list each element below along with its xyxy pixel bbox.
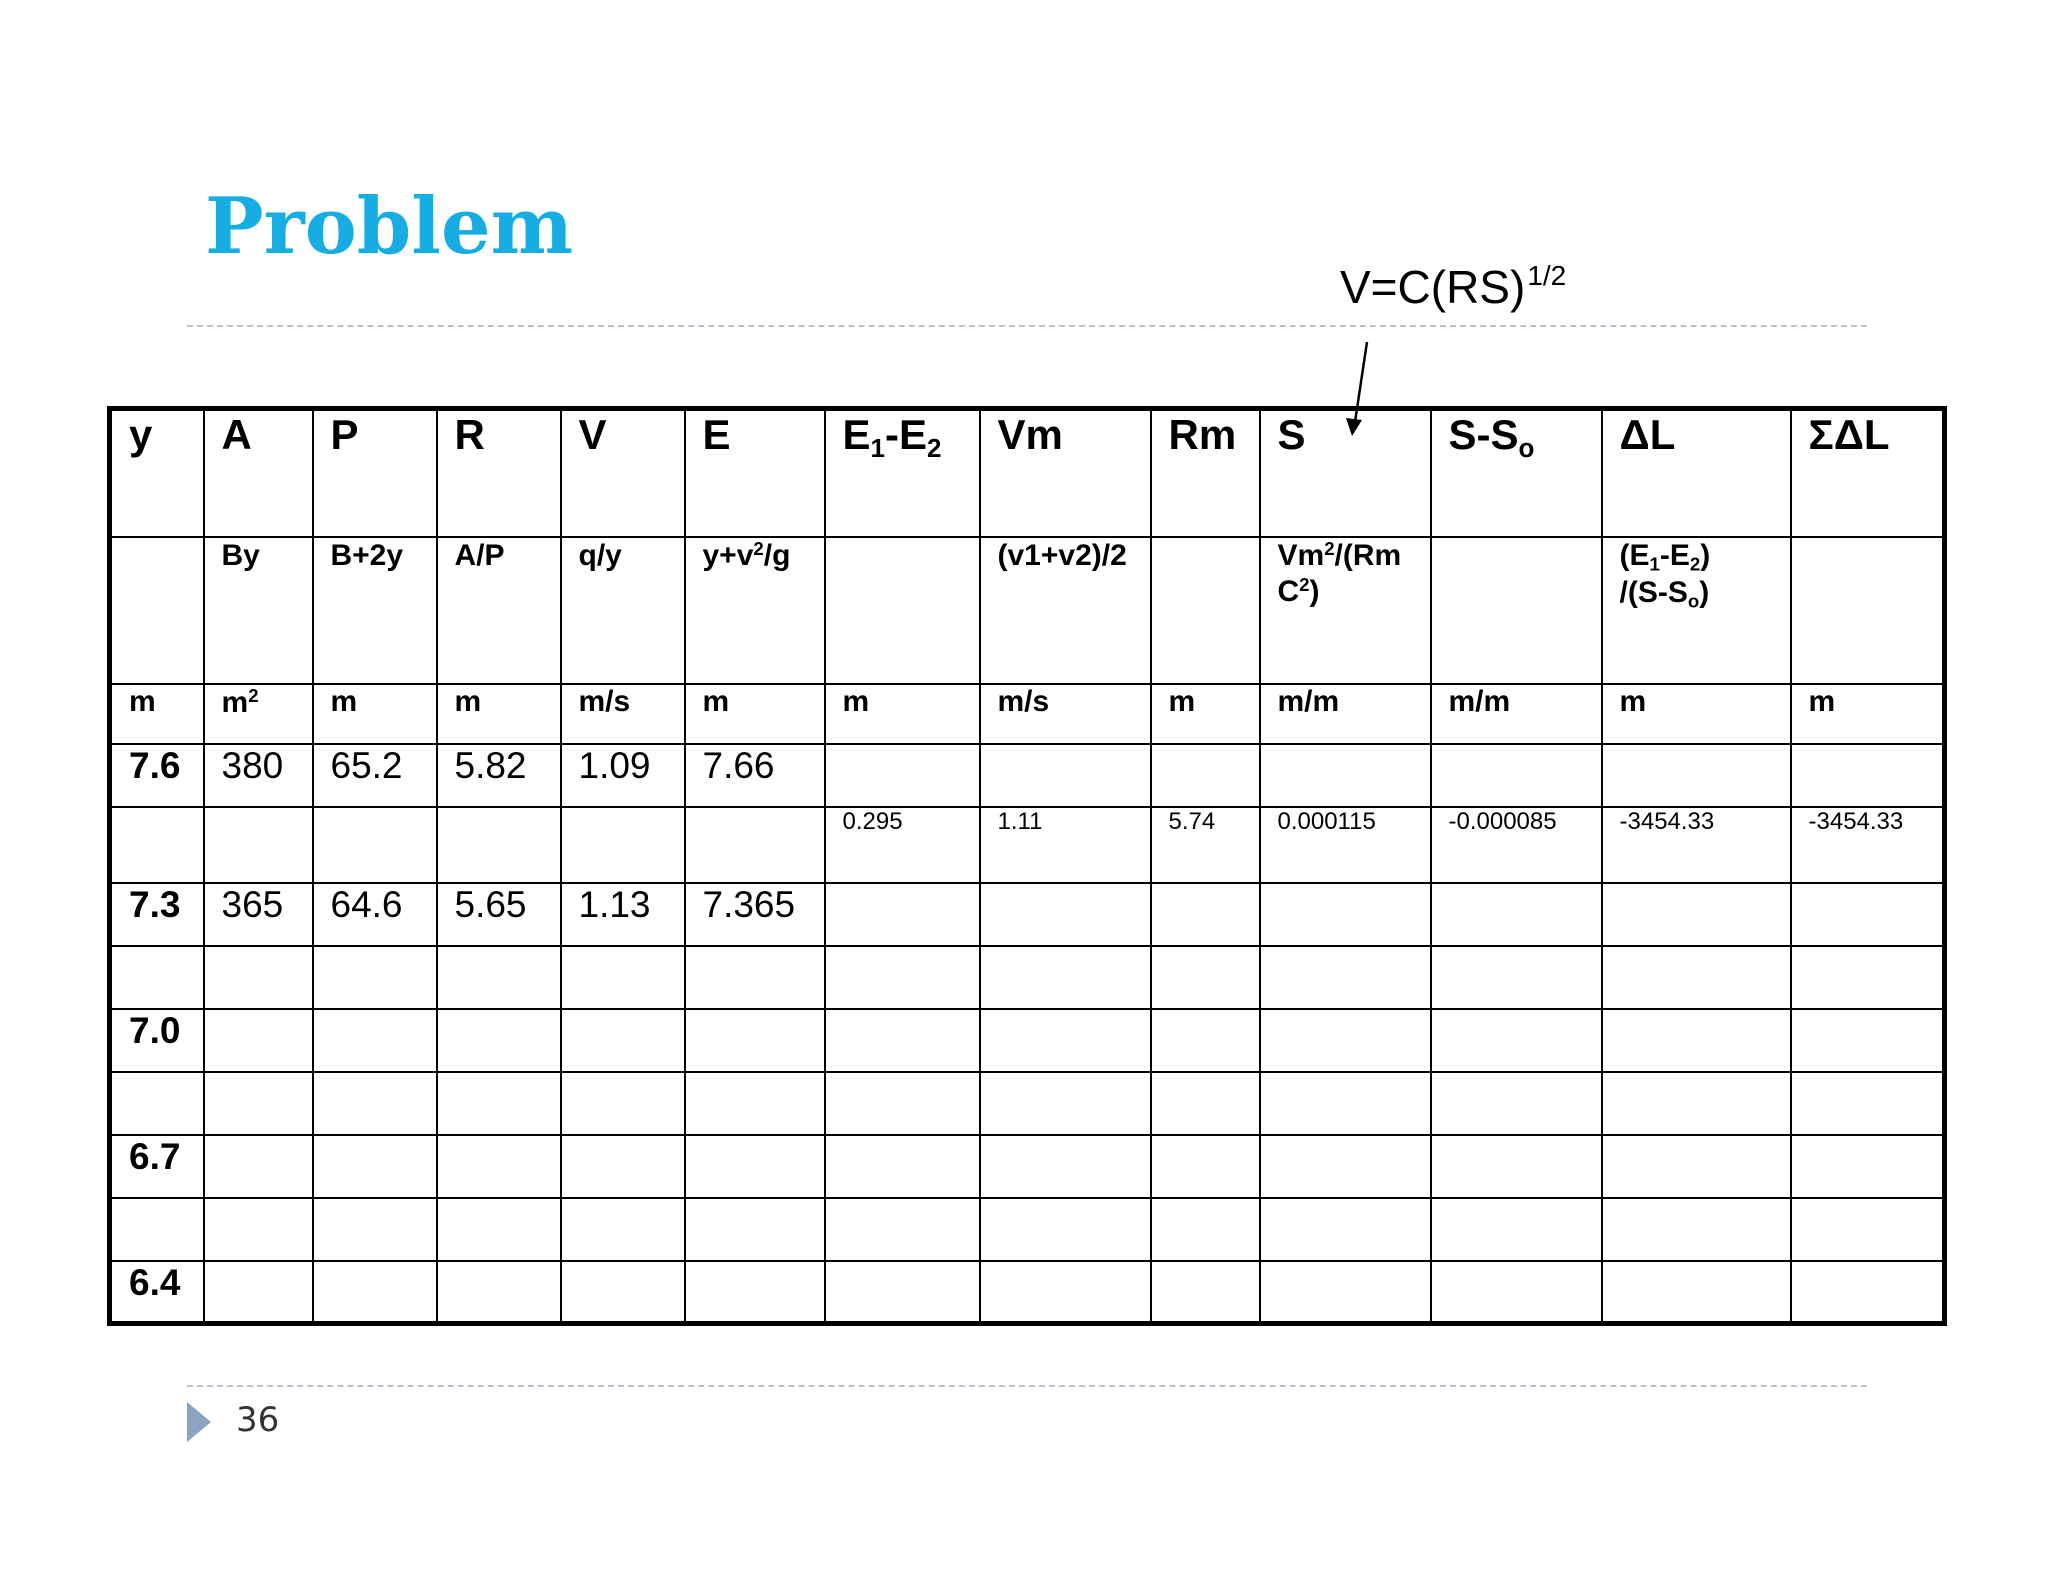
- header-p: P: [313, 409, 437, 537]
- cell-rm: 5.74: [1151, 807, 1260, 883]
- cell-sum-delta-l: -3454.33: [1791, 807, 1945, 883]
- cell-delta-l: -3454.33: [1602, 807, 1791, 883]
- header-r: R: [437, 409, 561, 537]
- top-divider: [187, 325, 1867, 327]
- cell-y: [110, 807, 204, 883]
- unit-rm: m: [1151, 684, 1260, 744]
- table-row: [110, 807, 1945, 883]
- slide-title: Problem: [205, 181, 574, 272]
- header-s: S: [1260, 409, 1431, 537]
- formula-delta-l: $(E_1-E_2)$ $/(S-S_o)$: [1602, 537, 1791, 684]
- unit-delta-l: m: [1602, 684, 1791, 744]
- cell-delta-l: [1602, 883, 1791, 946]
- cell-s-so: [1431, 883, 1602, 946]
- cell-s: [1260, 744, 1431, 807]
- cell-p: [313, 807, 437, 883]
- cell-vm: [980, 744, 1151, 807]
- formula-y: [110, 537, 204, 684]
- table-row: [110, 1009, 1945, 1072]
- formula-exponent: 1/2: [1527, 260, 1567, 291]
- header-a: A: [204, 409, 313, 537]
- header-delta-l: ΔL: [1602, 409, 1791, 537]
- formula-p: B+2y: [313, 537, 437, 684]
- cell-y: 7.3: [110, 883, 204, 946]
- cell-y: 7.6: [110, 744, 204, 807]
- cell-y: 6.4: [110, 1261, 204, 1324]
- formula-r: A/P: [437, 537, 561, 684]
- cell-e1-e2: 0.295: [825, 807, 980, 883]
- header-e1-e2: $E_1-E_2$: [825, 409, 980, 537]
- formula-e1-e2: [825, 537, 980, 684]
- cell-y: 6.7: [110, 1135, 204, 1198]
- unit-vm: m/s: [980, 684, 1151, 744]
- cell-vm: [980, 883, 1151, 946]
- table-row: [110, 946, 1945, 1009]
- cell-rm: [1151, 883, 1260, 946]
- units-row: [110, 684, 1945, 744]
- unit-a: $m^2$: [204, 684, 313, 744]
- bottom-divider: [187, 1385, 1867, 1387]
- cell-s-so: -0.000085: [1431, 807, 1602, 883]
- cell-r: 5.65: [437, 883, 561, 946]
- cell-a: 365: [204, 883, 313, 946]
- cell-rm: [1151, 744, 1260, 807]
- cell-delta-l: [1602, 744, 1791, 807]
- cell-a: 380: [204, 744, 313, 807]
- formula-vm: (v1+v2)/2: [980, 537, 1151, 684]
- header-rm: Rm: [1151, 409, 1260, 537]
- cell-r: [437, 807, 561, 883]
- table-row: [110, 1135, 1945, 1198]
- formula-main: V=C(RS): [1340, 261, 1526, 313]
- cell-s: [1260, 883, 1431, 946]
- cell-s-so: [1431, 744, 1602, 807]
- cell-vm: 1.11: [980, 807, 1151, 883]
- cell-s: 0.000115: [1260, 807, 1431, 883]
- formula-s-so: [1431, 537, 1602, 684]
- header-e: E: [685, 409, 825, 537]
- formula-row: [110, 537, 1945, 684]
- cell-a: [204, 807, 313, 883]
- unit-e1-e2: m: [825, 684, 980, 744]
- cell-sum-delta-l: [1791, 744, 1945, 807]
- table-row: [110, 1072, 1945, 1135]
- cell-v: 1.13: [561, 883, 685, 946]
- unit-s: m/m: [1260, 684, 1431, 744]
- unit-p: m: [313, 684, 437, 744]
- formula-rm: [1151, 537, 1260, 684]
- cell-e1-e2: [825, 883, 980, 946]
- formula-v: q/y: [561, 537, 685, 684]
- header-row: [110, 409, 1945, 537]
- table-row: [110, 1261, 1945, 1324]
- cell-p: 65.2: [313, 744, 437, 807]
- unit-r: m: [437, 684, 561, 744]
- header-s-so: $S-S_o$: [1431, 409, 1602, 537]
- header-y: y: [110, 409, 204, 537]
- unit-s-so: m/m: [1431, 684, 1602, 744]
- formula-e: $y+v^2/g$: [685, 537, 825, 684]
- cell-e: 7.66: [685, 744, 825, 807]
- formula-s: Vm$^2$/(Rm $C^2$): [1260, 537, 1431, 684]
- formula-a: By: [204, 537, 313, 684]
- unit-y: m: [110, 684, 204, 744]
- cell-e: [685, 807, 825, 883]
- cell-sum-delta-l: [1791, 883, 1945, 946]
- cell-v: 1.09: [561, 744, 685, 807]
- cell-p: 64.6: [313, 883, 437, 946]
- header-v: V: [561, 409, 685, 537]
- table-row: [110, 744, 1945, 807]
- cell-e1-e2: [825, 744, 980, 807]
- header-vm: Vm: [980, 409, 1151, 537]
- computation-table: [107, 406, 1947, 1326]
- header-sum-delta-l: ΣΔL: [1791, 409, 1945, 537]
- footer-triangle-icon: [187, 1402, 211, 1442]
- cell-y: 7.0: [110, 1009, 204, 1072]
- cell-v: [561, 807, 685, 883]
- cell-e: 7.365: [685, 883, 825, 946]
- formula-sum-delta-l: [1791, 537, 1945, 684]
- table-row: [110, 883, 1945, 946]
- cell-r: 5.82: [437, 744, 561, 807]
- unit-sum-delta-l: m: [1791, 684, 1945, 744]
- page-number: 36: [236, 1400, 280, 1440]
- table-row: [110, 1198, 1945, 1261]
- unit-e: m: [685, 684, 825, 744]
- unit-v: m/s: [561, 684, 685, 744]
